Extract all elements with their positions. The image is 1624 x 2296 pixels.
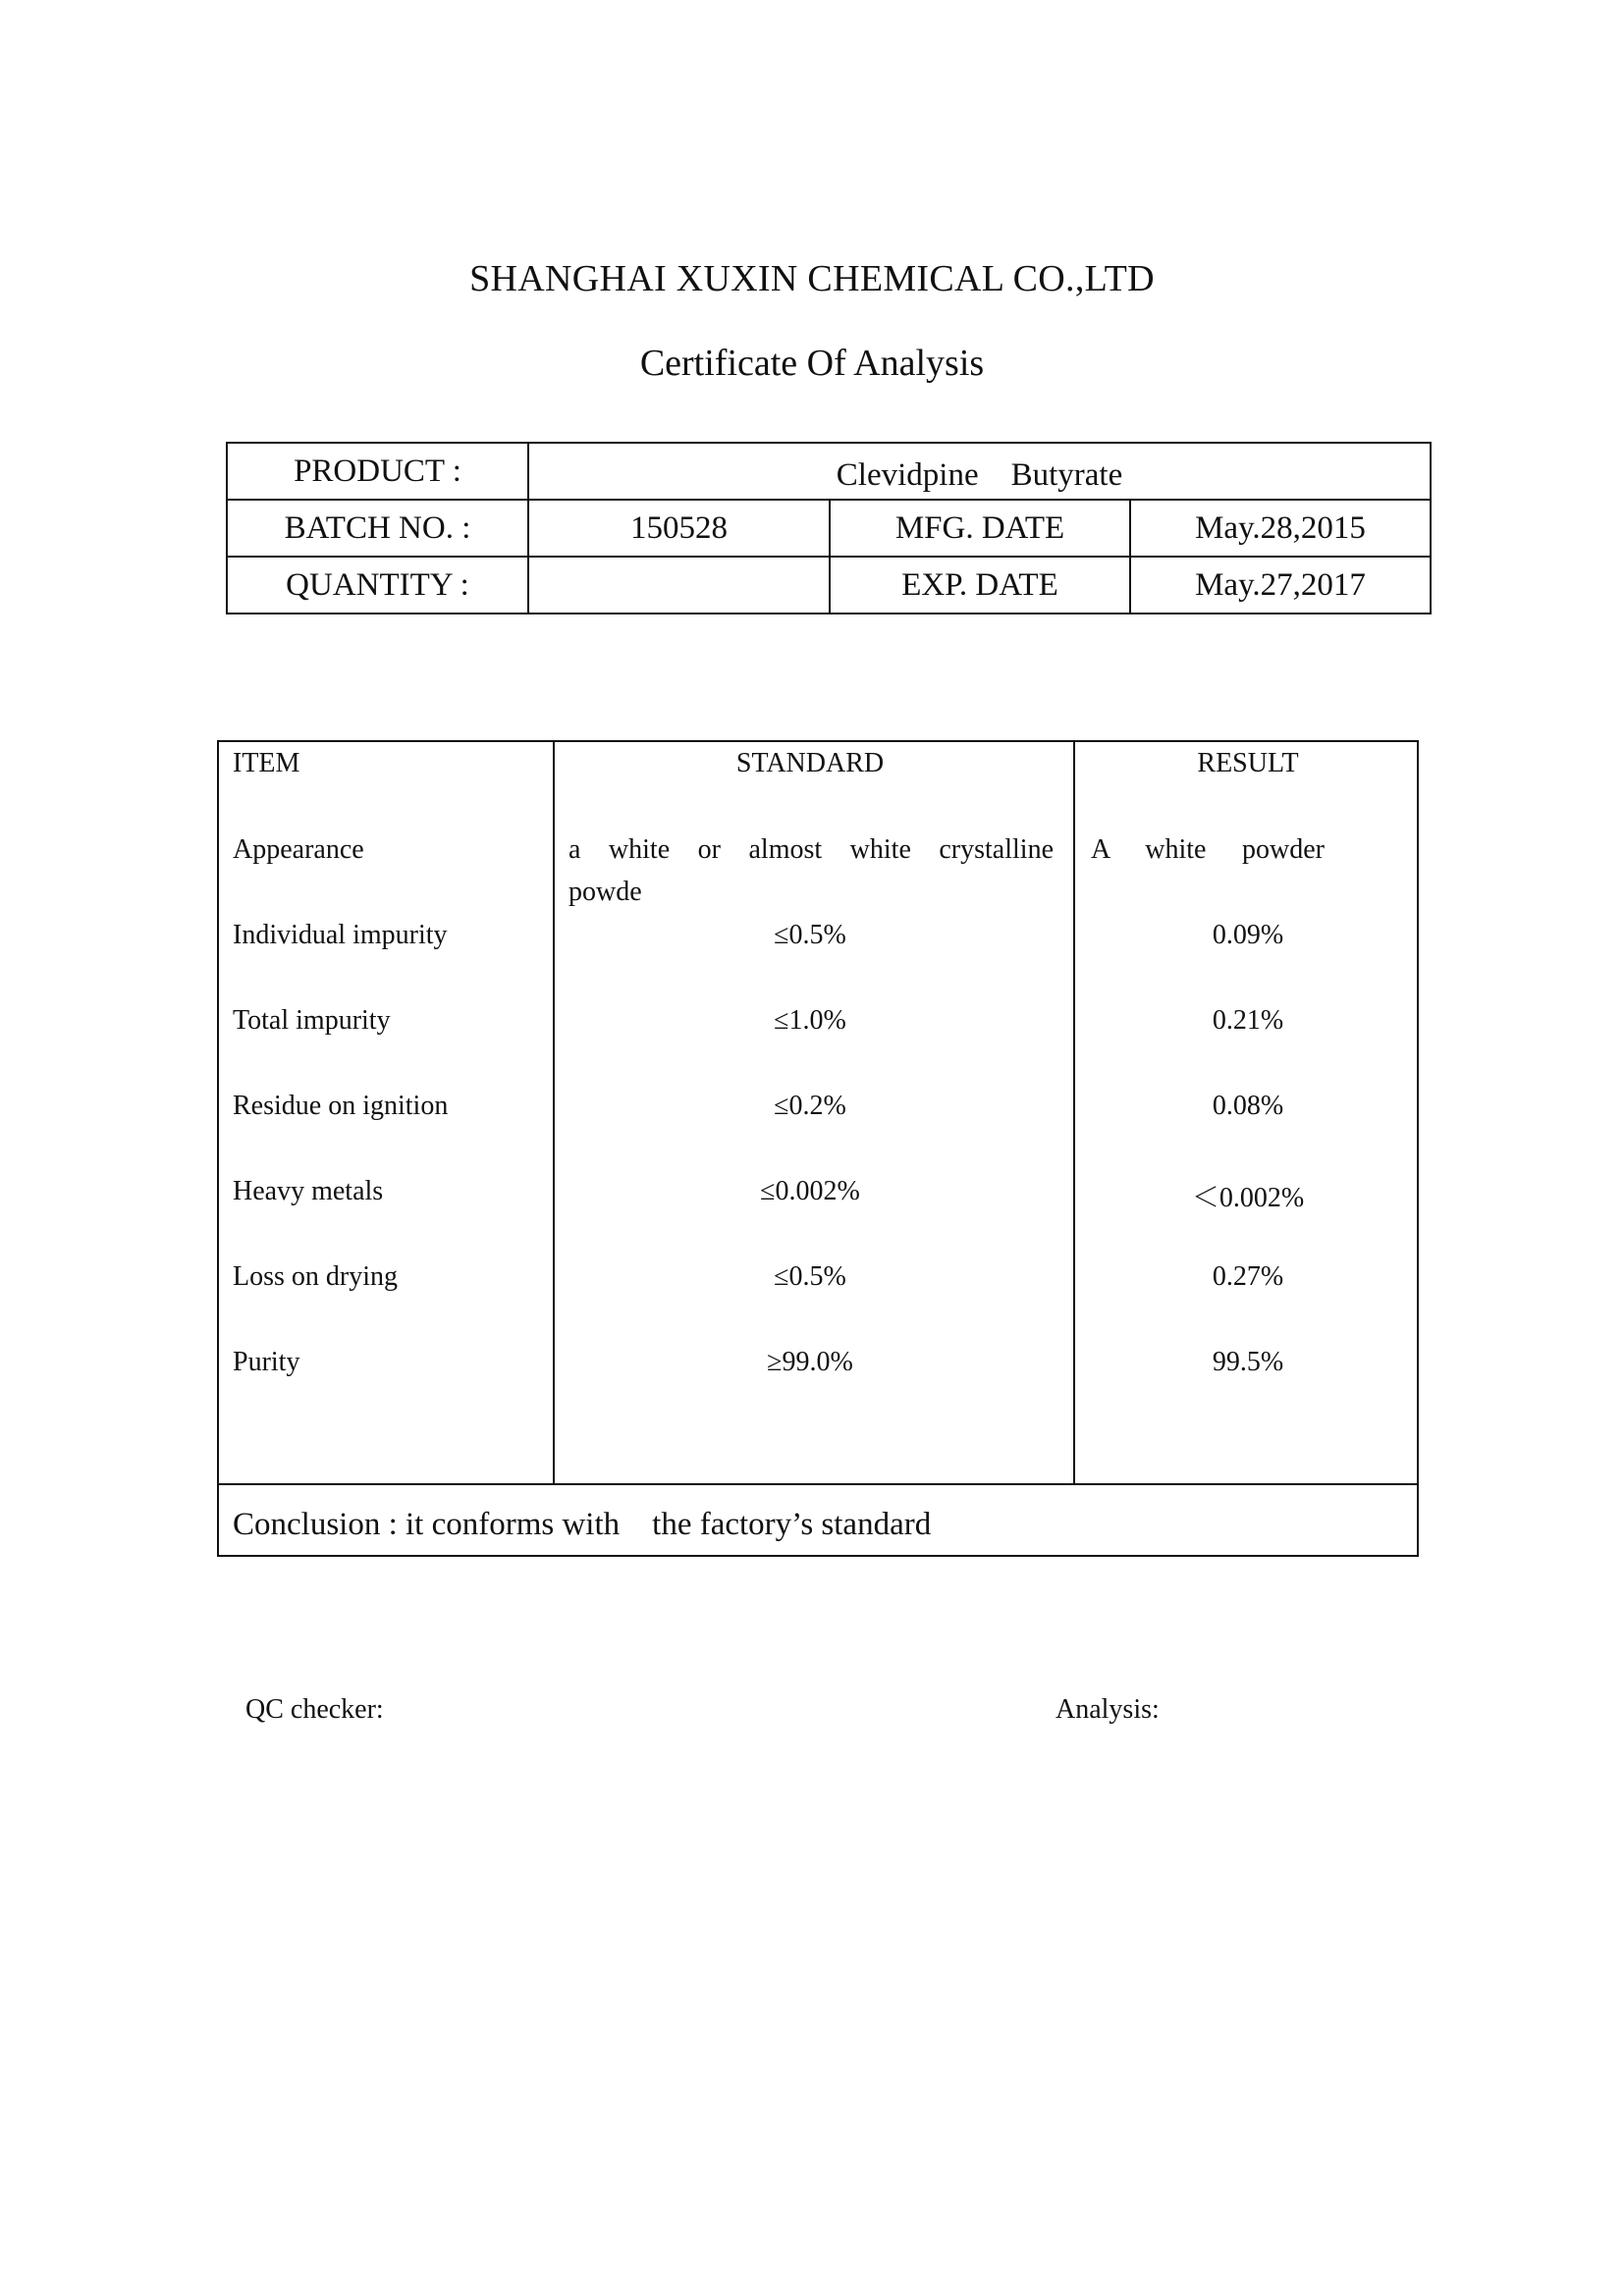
row-item: Loss on drying xyxy=(233,1261,398,1292)
row-result: 0.08% xyxy=(1212,1091,1284,1121)
header-item: ITEM xyxy=(233,748,300,778)
mfg-date-value: May.28,2015 xyxy=(1130,500,1431,557)
row-standard: ≤0.5% xyxy=(774,920,846,950)
analysis-label: Analysis: xyxy=(1056,1694,1160,1725)
appearance-standard-line2: powde xyxy=(568,877,642,907)
row-standard: ≤1.0% xyxy=(774,1005,846,1036)
product-info-table xyxy=(226,442,1432,614)
conclusion-text: Conclusion : it conforms with the factory’s standard xyxy=(233,1507,932,1542)
batch-label: BATCH NO. : xyxy=(227,500,528,557)
column-divider xyxy=(1073,742,1075,1483)
analysis-results-table xyxy=(217,740,1419,1557)
mfg-date-label: MFG. DATE xyxy=(830,500,1130,557)
row-result: 0.09% xyxy=(1212,920,1284,950)
product-row xyxy=(227,443,1431,500)
appearance-result: A white powder xyxy=(1091,834,1325,865)
row-item: Total impurity xyxy=(233,1005,391,1036)
quantity-label: QUANTITY : xyxy=(227,557,528,614)
product-value: Clevidpine Butyrate xyxy=(528,443,1431,500)
header-standard: STANDARD xyxy=(735,748,885,778)
qc-checker-label: QC checker: xyxy=(245,1694,384,1725)
batch-row xyxy=(227,500,1431,557)
exp-date-label: EXP. DATE xyxy=(830,557,1130,614)
company-name: SHANGHAI XUXIN CHEMICAL CO.,LTD xyxy=(469,258,1155,299)
exp-date-value: May.27,2017 xyxy=(1130,557,1431,614)
row-standard: ≤0.5% xyxy=(774,1261,846,1292)
row-result: 99.5% xyxy=(1212,1347,1284,1377)
row-item: Residue on ignition xyxy=(233,1091,449,1121)
row-item: Purity xyxy=(233,1347,300,1377)
row-result: 0.27% xyxy=(1212,1261,1284,1292)
quantity-row xyxy=(227,557,1431,614)
appearance-standard-line1: a white or almost white crystalline xyxy=(568,834,1054,865)
row-standard: ≤0.2% xyxy=(774,1091,846,1121)
quantity-value xyxy=(528,557,830,614)
header-result: RESULT xyxy=(1197,748,1299,778)
batch-value: 150528 xyxy=(528,500,830,557)
appearance-item: Appearance xyxy=(233,834,364,865)
row-result: ＜0.002% xyxy=(1191,1183,1305,1213)
row-standard: ≥99.0% xyxy=(767,1347,853,1377)
product-label: PRODUCT : xyxy=(227,443,528,500)
row-item: Individual impurity xyxy=(233,920,448,950)
conclusion-divider xyxy=(219,1483,1417,1485)
row-result: 0.21% xyxy=(1212,1005,1284,1036)
row-standard: ≤0.002% xyxy=(760,1176,860,1206)
document-title: Certificate Of Analysis xyxy=(639,343,985,384)
row-item: Heavy metals xyxy=(233,1176,384,1206)
